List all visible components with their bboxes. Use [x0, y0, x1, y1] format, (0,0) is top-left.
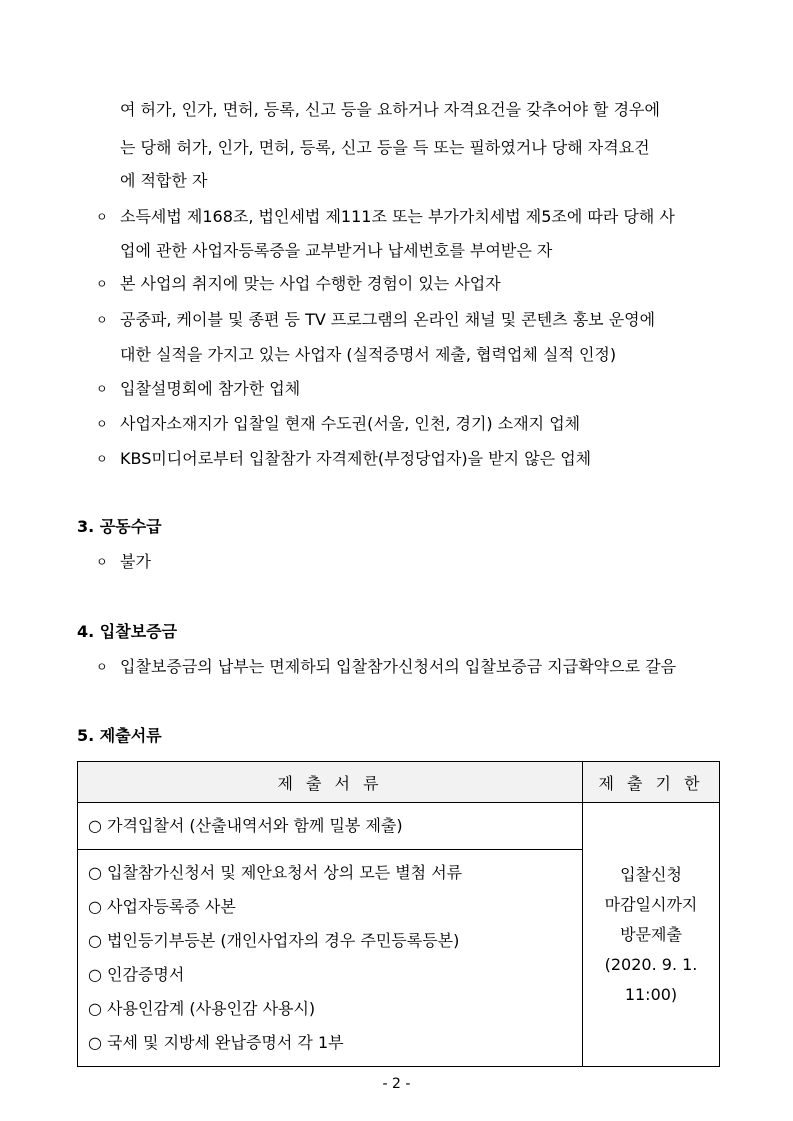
bullet-marker: ㅇ [96, 313, 108, 327]
header-deadline: 제 출 기 한 [583, 762, 720, 803]
deadline-line-4: (2020. 9. 1. [604, 954, 698, 974]
bullet-6-line-1: KBS미디어로부터 입찰참가 자격제한(부정당업자)을 받지 않은 업체 [120, 449, 592, 468]
bullet-marker: ㅇ [96, 277, 108, 291]
intro-line-1: 여 허가, 인가, 면허, 등록, 신고 등을 요하거나 자격요건을 갖추어야 할 경우에 [120, 100, 660, 119]
bullet-marker: ㅇ [96, 210, 108, 224]
doc-application: ○ 입찰참가신청서 및 제안요청서 상의 모든 별첨 서류 [88, 863, 463, 882]
header-documents: 제 출 서 류 [78, 762, 583, 803]
attachments-cell [78, 850, 583, 1067]
deadline-cell [583, 803, 720, 1067]
doc-corporate-registry: ○ 법인등기부등본 (개인사업자의 경우 주민등록등본) [88, 931, 460, 950]
doc-price-bid: ○ 가격입찰서 (산출내역서와 함께 밀봉 제출) [88, 816, 403, 835]
bullet-marker: ㅇ [96, 417, 108, 431]
bullet-2-line-1: 본 사업의 취지에 맞는 사업 수행한 경험이 있는 사업자 [120, 274, 501, 293]
doc-seal-certificate: ○ 인감증명서 [88, 965, 185, 984]
section-3-item: 불가 [120, 552, 151, 571]
bullet-3-line-2: 대한 실적을 가지고 있는 사업자 (실적증명서 제출, 협력업체 실적 인정) [120, 345, 617, 364]
table-header-row [78, 762, 720, 803]
doc-seal-usage: ○ 사용인감계 (사용인감 사용시) [88, 999, 316, 1018]
section-4-heading: 4. 입찰보증금 [77, 622, 178, 641]
intro-line-3: 에 적합한 자 [120, 171, 208, 190]
doc-business-registration: ○ 사업자등록증 사본 [88, 897, 236, 916]
section-4-item: 입찰보증금의 납부는 면제하되 입찰참가신청서의 입찰보증금 지급확약으로 갈음 [120, 657, 677, 676]
section-3-heading: 3. 공동수급 [77, 517, 162, 536]
bullet-marker: ㅇ [96, 452, 108, 466]
deadline-line-5: 11:00) [624, 984, 678, 1004]
deadline-line-1: 입찰신청 [620, 864, 682, 884]
deadline-line-2: 마감일시까지 [604, 894, 698, 914]
price-bid-cell [78, 803, 583, 850]
bullet-marker: ㅇ [96, 555, 108, 569]
section-5-heading: 5. 제출서류 [77, 726, 162, 745]
bullet-marker: ㅇ [96, 660, 108, 674]
bullet-5-line-1: 사업자소재지가 입찰일 현재 수도권(서울, 인천, 경기) 소재지 업체 [120, 414, 581, 433]
table-row [78, 803, 720, 850]
intro-line-2: 는 당해 허가, 인가, 면허, 등록, 신고 등을 득 또는 필하였거나 당해 자격요건 [120, 138, 650, 157]
deadline-line-3: 방문제출 [620, 924, 682, 944]
bullet-3-line-1: 공중파, 케이블 및 종편 등 TV 프로그램의 온라인 채널 및 콘텐츠 홍보 운영에 [120, 310, 656, 329]
bullet-1-line-1: 소득세법 제168조, 법인세법 제111조 또는 부가가치세법 제5조에 따라 당해 사 [120, 207, 675, 226]
bullet-marker: ㅇ [96, 382, 108, 396]
page-number: - 2 - [382, 1076, 411, 1092]
doc-tax-certificate: ○ 국세 및 지방세 완납증명서 각 1부 [88, 1033, 344, 1052]
bullet-4-line-1: 입찰설명회에 참가한 업체 [120, 379, 301, 398]
submission-documents-table [77, 761, 720, 1067]
bullet-1-line-2: 업에 관한 사업자등록증을 교부받거나 납세번호를 부여받은 자 [120, 241, 553, 260]
